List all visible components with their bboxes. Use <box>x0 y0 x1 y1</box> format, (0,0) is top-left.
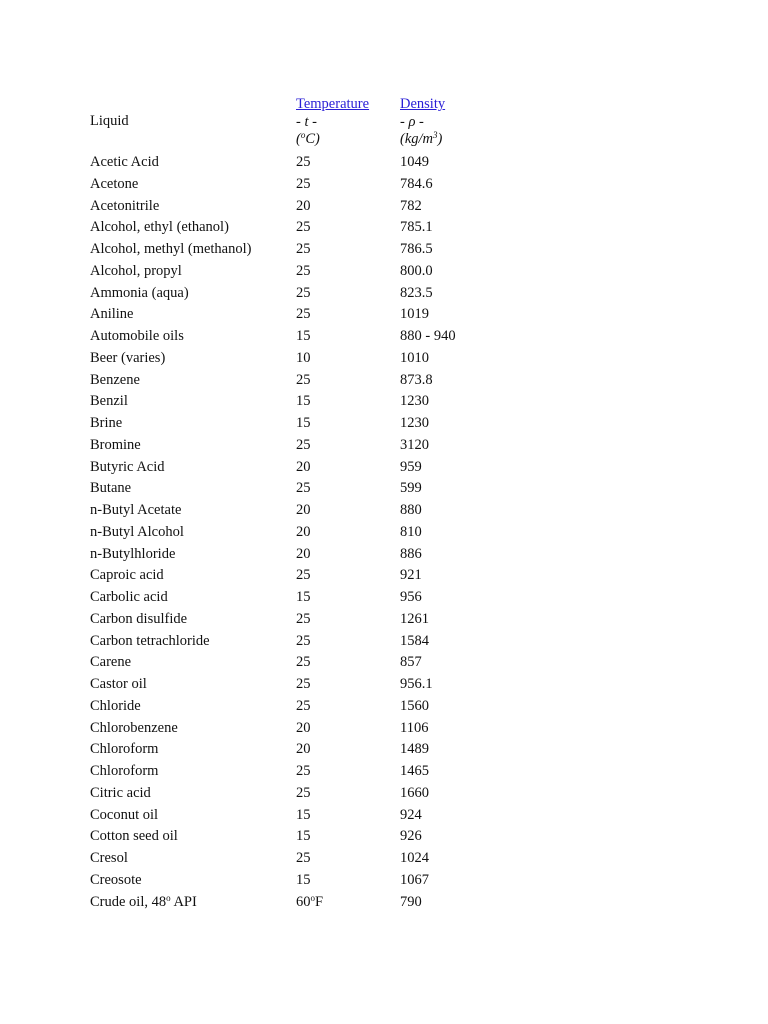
cell-temperature: 20 <box>296 741 311 758</box>
cell-temperature: 25 <box>296 219 311 236</box>
cell-temperature: 25 <box>296 850 311 866</box>
cell-temperature: 15 <box>296 589 311 605</box>
cell-density: 956.1 <box>400 676 433 692</box>
cell-temperature: 25 <box>296 284 311 301</box>
cell-temperature: 25 <box>296 784 311 801</box>
cell-temperature: 25 <box>296 306 311 323</box>
cell-liquid: Alcohol, ethyl (ethanol) <box>90 219 229 236</box>
table-row <box>90 652 730 674</box>
cell-liquid: Brine <box>90 415 123 431</box>
table-row <box>90 892 730 914</box>
cell-density: 790 <box>400 893 422 910</box>
cell-density: 1024 <box>400 850 429 866</box>
cell-density: 1010 <box>400 349 429 366</box>
cell-liquid: Benzil <box>90 393 128 410</box>
table-row <box>90 500 730 522</box>
cell-temperature: 20 <box>296 502 311 518</box>
table-row <box>90 739 730 761</box>
table-row <box>90 826 730 848</box>
cell-density: 784.6 <box>400 175 433 192</box>
cell-liquid: Acetonitrile <box>90 197 160 214</box>
cell-density: 959 <box>400 458 422 475</box>
table-body <box>90 152 730 892</box>
cell-temperature: 20 <box>296 523 311 540</box>
cell-temperature: 15 <box>296 393 311 410</box>
cell-liquid: Acetic Acid <box>90 154 159 170</box>
cell-density: 956 <box>400 589 422 605</box>
cell-liquid: Automobile oils <box>90 328 184 344</box>
cell-temperature: 10 <box>296 349 311 366</box>
cell-liquid: Carene <box>90 654 132 671</box>
cell-temperature: 60$^o$F <box>296 892 324 910</box>
density-symbol: - ρ - <box>400 113 424 130</box>
cell-temperature: 25 <box>296 371 311 388</box>
cell-density: 1489 <box>400 741 429 758</box>
cell-density: 1230 <box>400 393 429 410</box>
table-row <box>90 848 730 870</box>
cell-liquid: Butane <box>90 480 132 497</box>
cell-liquid: Carbon tetrachloride <box>90 632 210 649</box>
cell-temperature: 20 <box>296 197 311 214</box>
cell-density: 857 <box>400 654 422 671</box>
table-row <box>90 783 730 805</box>
cell-density: 880 <box>400 502 422 518</box>
cell-temperature: 15 <box>296 328 311 344</box>
cell-temperature: 15 <box>296 871 311 888</box>
table-row <box>90 565 730 587</box>
cell-temperature: 25 <box>296 262 311 279</box>
cell-liquid: Cotton seed oil <box>90 828 178 845</box>
table-row <box>90 391 730 413</box>
cell-temperature: 25 <box>296 632 311 649</box>
cell-density: 3120 <box>400 436 429 453</box>
cell-density: 785.1 <box>400 219 433 236</box>
cell-liquid: Chlorobenzene <box>90 719 178 736</box>
table-row <box>90 544 730 566</box>
cell-temperature: 25 <box>296 436 311 453</box>
header-density <box>400 96 445 149</box>
cell-temperature: 25 <box>296 654 311 671</box>
cell-liquid: Butyric Acid <box>90 458 165 475</box>
cell-liquid: Acetone <box>90 175 139 192</box>
cell-temperature: 15 <box>296 806 311 823</box>
table-row <box>90 870 730 892</box>
cell-liquid: Ammonia (aqua) <box>90 284 189 301</box>
density-table <box>90 96 730 913</box>
table-row <box>90 805 730 827</box>
cell-density: 823.5 <box>400 284 433 301</box>
cell-density: 1584 <box>400 632 429 649</box>
table-row <box>90 239 730 261</box>
density-link[interactable]: Density <box>400 96 446 112</box>
cell-density: 880 - 940 <box>400 328 456 344</box>
cell-temperature: 20 <box>296 719 311 736</box>
table-row <box>90 413 730 435</box>
cell-density: 873.8 <box>400 371 433 388</box>
table-row <box>90 457 730 479</box>
cell-liquid: Coconut oil <box>90 806 159 823</box>
cell-density: 886 <box>400 545 422 562</box>
cell-temperature: 25 <box>296 567 311 584</box>
cell-liquid: n-Butylhloride <box>90 545 176 562</box>
cell-density: 1230 <box>400 415 429 431</box>
cell-temperature: 25 <box>296 763 311 779</box>
cell-liquid: Alcohol, methyl (methanol) <box>90 241 252 257</box>
table-row <box>90 587 730 609</box>
cell-temperature: 25 <box>296 480 311 497</box>
table-row <box>90 674 730 696</box>
cell-temperature: 25 <box>296 676 311 692</box>
table-row <box>90 631 730 653</box>
cell-liquid: Castor oil <box>90 676 147 692</box>
table-row <box>90 217 730 239</box>
temperature-unit: ($^o$C) <box>296 130 320 147</box>
cell-liquid: Citric acid <box>90 784 151 801</box>
table-row <box>90 304 730 326</box>
cell-density: 800.0 <box>400 262 433 279</box>
cell-liquid: Caproic acid <box>90 567 164 584</box>
table-row <box>90 478 730 500</box>
cell-liquid: Crude oil, 48$^o$ API <box>90 892 197 910</box>
cell-temperature: 25 <box>296 154 311 170</box>
cell-density: 1019 <box>400 306 429 323</box>
table-row <box>90 435 730 457</box>
cell-density: 1560 <box>400 697 429 714</box>
table-row <box>90 326 730 348</box>
table-row <box>90 348 730 370</box>
cell-density: 599 <box>400 480 422 497</box>
cell-temperature: 15 <box>296 415 311 431</box>
cell-liquid: Cresol <box>90 850 128 866</box>
table-row <box>90 283 730 305</box>
table-row <box>90 174 730 196</box>
table-row <box>90 609 730 631</box>
cell-liquid: Aniline <box>90 306 134 323</box>
cell-temperature: 25 <box>296 241 311 257</box>
cell-liquid: n-Butyl Acetate <box>90 502 182 518</box>
cell-liquid: Carbon disulfide <box>90 610 188 627</box>
cell-temperature: 25 <box>296 697 311 714</box>
table-row <box>90 152 730 174</box>
cell-density: 810 <box>400 523 422 540</box>
cell-liquid: Creosote <box>90 871 142 888</box>
header-liquid: Liquid <box>90 113 129 129</box>
table-row <box>90 196 730 218</box>
cell-liquid: Benzene <box>90 371 140 388</box>
cell-liquid: Beer (varies) <box>90 349 166 366</box>
cell-liquid: Bromine <box>90 436 141 453</box>
table-row <box>90 696 730 718</box>
cell-density: 1660 <box>400 784 429 801</box>
cell-temperature: 20 <box>296 545 311 562</box>
header-temperature <box>296 96 369 149</box>
cell-density: 1261 <box>400 610 429 627</box>
temperature-symbol: - t - <box>296 113 317 130</box>
cell-density: 926 <box>400 828 422 845</box>
cell-temperature: 20 <box>296 458 311 475</box>
table-row <box>90 261 730 283</box>
cell-liquid: Chloride <box>90 697 141 714</box>
cell-liquid: Carbolic acid <box>90 589 168 605</box>
cell-temperature: 25 <box>296 175 311 192</box>
table-header <box>90 96 730 152</box>
cell-density: 1106 <box>400 719 429 736</box>
table-row <box>90 718 730 740</box>
cell-temperature: 15 <box>296 828 311 845</box>
cell-liquid: n-Butyl Alcohol <box>90 523 184 540</box>
cell-density: 921 <box>400 567 422 584</box>
cell-liquid: Chloroform <box>90 763 159 779</box>
cell-density: 1465 <box>400 763 429 779</box>
cell-density: 1049 <box>400 154 429 170</box>
cell-density: 782 <box>400 197 422 214</box>
cell-density: 1067 <box>400 871 429 888</box>
temperature-link[interactable]: Temperature <box>296 96 370 112</box>
cell-density: 924 <box>400 806 422 823</box>
cell-density: 786.5 <box>400 241 433 257</box>
cell-liquid: Alcohol, propyl <box>90 262 182 279</box>
density-unit: $(kg/m^3)$ <box>400 130 443 147</box>
table-row <box>90 370 730 392</box>
cell-temperature: 25 <box>296 610 311 627</box>
table-row <box>90 522 730 544</box>
cell-liquid: Chloroform <box>90 741 159 758</box>
table-row <box>90 761 730 783</box>
